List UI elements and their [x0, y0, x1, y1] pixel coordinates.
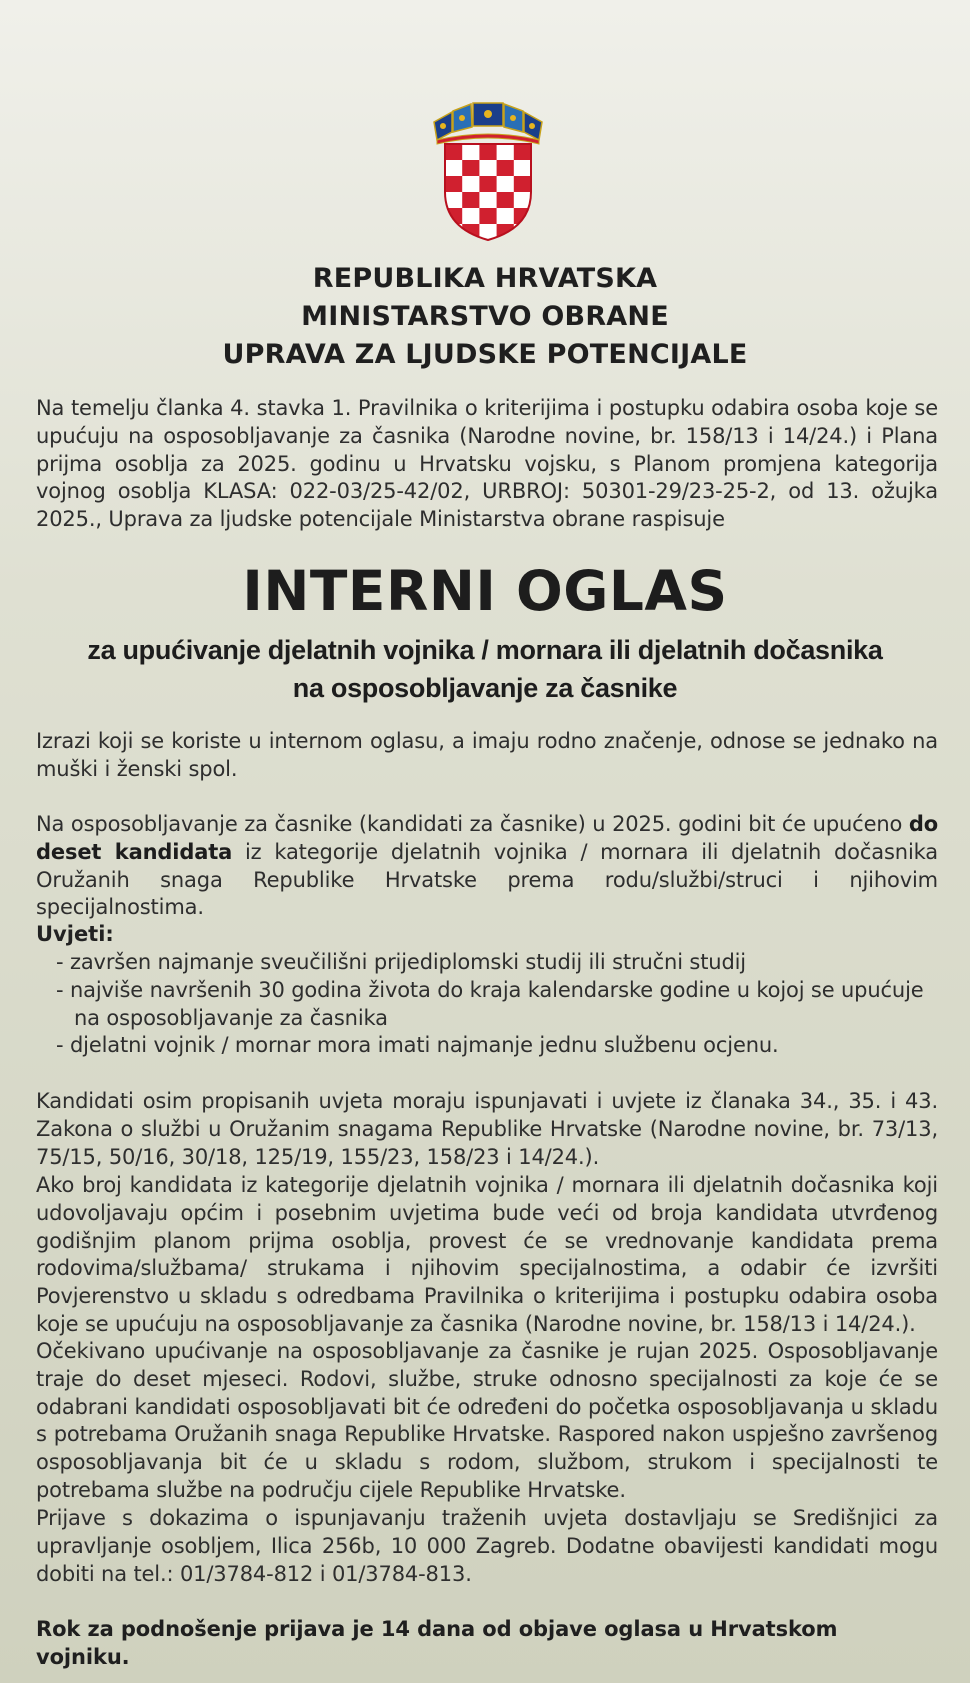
shield-check-square: [479, 176, 496, 192]
notice-subtitle: [0, 631, 970, 707]
header-ministry: MINISTARSTVO OBRANE: [301, 301, 669, 332]
issuer-header: [0, 260, 970, 374]
coat-of-arms-icon: [431, 100, 545, 242]
crown: [434, 103, 542, 144]
shield-check-square: [445, 176, 462, 192]
candidates-text-before: Na osposobljavanje za časnike (kandidati za časnike) u 2025. godini bit će upućeno: [36, 812, 909, 836]
candidates-text-after: iz kategorije djelatnih vojnika / mornara ili djelatnih dočasnika Oružanih snaga Republike Hrvatske prema rodu/službi/struci i njihovim specijalnostima.: [36, 839, 938, 920]
shield-check-square: [479, 208, 496, 224]
requirements-paragraph: Kandidati osim propisanih uvjeta moraju ispunjavati i uvjete iz članaka 34., 35. i 43. Zakona o službi u Oružanim snagama Republike Hrvatske (Narodne novine, br. 73/13, 75/15, 50/16, 30/18, 125/19, 155/23, 158/23 i 14/24.).: [36, 1089, 938, 1169]
candidates-paragraph: [36, 811, 938, 922]
condition-item: - završen najmanje sveučilišni prijediplomski studij ili stručni studij: [56, 950, 746, 974]
shield-check-square: [497, 224, 514, 240]
shield-check-square: [497, 160, 514, 176]
conditions-heading: Uvjeti:: [36, 922, 114, 946]
gender-note-paragraph: Izrazi koji se koriste u internom oglasu, a imaju rodno značenje, odnose se jednako na muški i ženski spol.: [36, 729, 938, 781]
shield-check-square: [462, 224, 479, 240]
deadline-note: Rok za podnošenje prijava je 14 dana od objave oglasa u Hrvatskom vojniku.: [36, 1617, 838, 1669]
intro-paragraph: Na temelju članka 4. stavka 1. Pravilnika o kriterijima i postupku odabira osoba koje se upućuju na osposobljavanje za časnika (Narodne novine, br. 158/13 i 14/24.) i Plana prijma osoblja za 2025. godinu u Hrvatsku vojsku, s Planom promjena kategorija vojnog osoblja KLASA: 022-03/25-42/02, URBROJ: 50301-29/23-25-2, od 13. ožujka 2025., Uprava za ljudske potencijale Ministarstva obrane raspisuje: [36, 396, 938, 532]
header-country: REPUBLIKA HRVATSKA: [312, 263, 658, 294]
applications-paragraph: Prijave s dokazima o ispunjavanju traženih uvjeta dostavljaju se Središnjici za upravljanje osobljem, Ilica 256b, 10 000 Zagreb. Dodatne obavijesti kandidati mogu dobiti na tel.: 01/3784-812 i 01/3784-813.: [36, 1506, 938, 1586]
shield-check-square: [479, 144, 496, 160]
condition-item: - djelatni vojnik / mornar mora imati najmanje jednu službenu ocjenu.: [56, 1033, 779, 1058]
subtitle-line-1: za upućivanje djelatnih vojnika / mornara ili djelatnih dočasnika: [87, 635, 883, 665]
shield-check-square: [462, 160, 479, 176]
shield-check-square: [462, 192, 479, 208]
candidates-count-bold: do deset kandidata: [36, 812, 938, 864]
notice-title: INTERNI OGLAS: [242, 559, 728, 623]
training-paragraph: Očekivano upućivanje na osposobljavanje za časnike je rujan 2025. Osposobljavanje traje do deset mjeseci. Rodovi, službe, struke odnosno specijalnosti za koje će se odabrani kandidati osposobljavati bit će određeni do početka osposobljavanja u skladu s potrebama Oružanih snaga Republike Hrvatske. Raspored nakon uspješno završenog osposobljavanja bit će u skladu s rodom, službom, strukom i specijalnosti te potrebama službe na području cijele Republike Hrvatske.: [36, 1339, 938, 1502]
condition-item: - najviše navršenih 30 godina života do kraja kalendarske godine u kojoj se upućuje na osposobljavanje za časnika: [56, 977, 924, 1030]
shield-check-square: [514, 144, 531, 160]
selection-paragraph: Ako broj kandidata iz kategorije djelatnih vojnika / mornara ili djelatnih dočasnika koji udovoljavaju općim i posebnim uvjetima bude veći od broja kandidata utvrđenog godišnjim planom prijma osoblja, provest će se vrednovanje kandidata prema rodovima/službama/ strukama i njihovim specijalnostima, a odabir će izvršiti Povjerenstvo u skladu s odredbama Pravilnika o kriterijima i postupku odabira osoba koje se upućuju na osposobljavanje za časnika (Narodne novine, br. 158/13 i 14/24.).: [36, 1173, 938, 1336]
shield-check-square: [514, 176, 531, 192]
header-department: UPRAVA ZA LJUDSKE POTENCIJALE: [222, 339, 748, 370]
subtitle-line-2: na osposobljavanje za časnike: [292, 673, 678, 703]
conditions-list: [56, 949, 938, 1060]
shield-check-square: [445, 144, 462, 160]
shield-check-square: [497, 192, 514, 208]
checkerboard: [445, 144, 531, 242]
